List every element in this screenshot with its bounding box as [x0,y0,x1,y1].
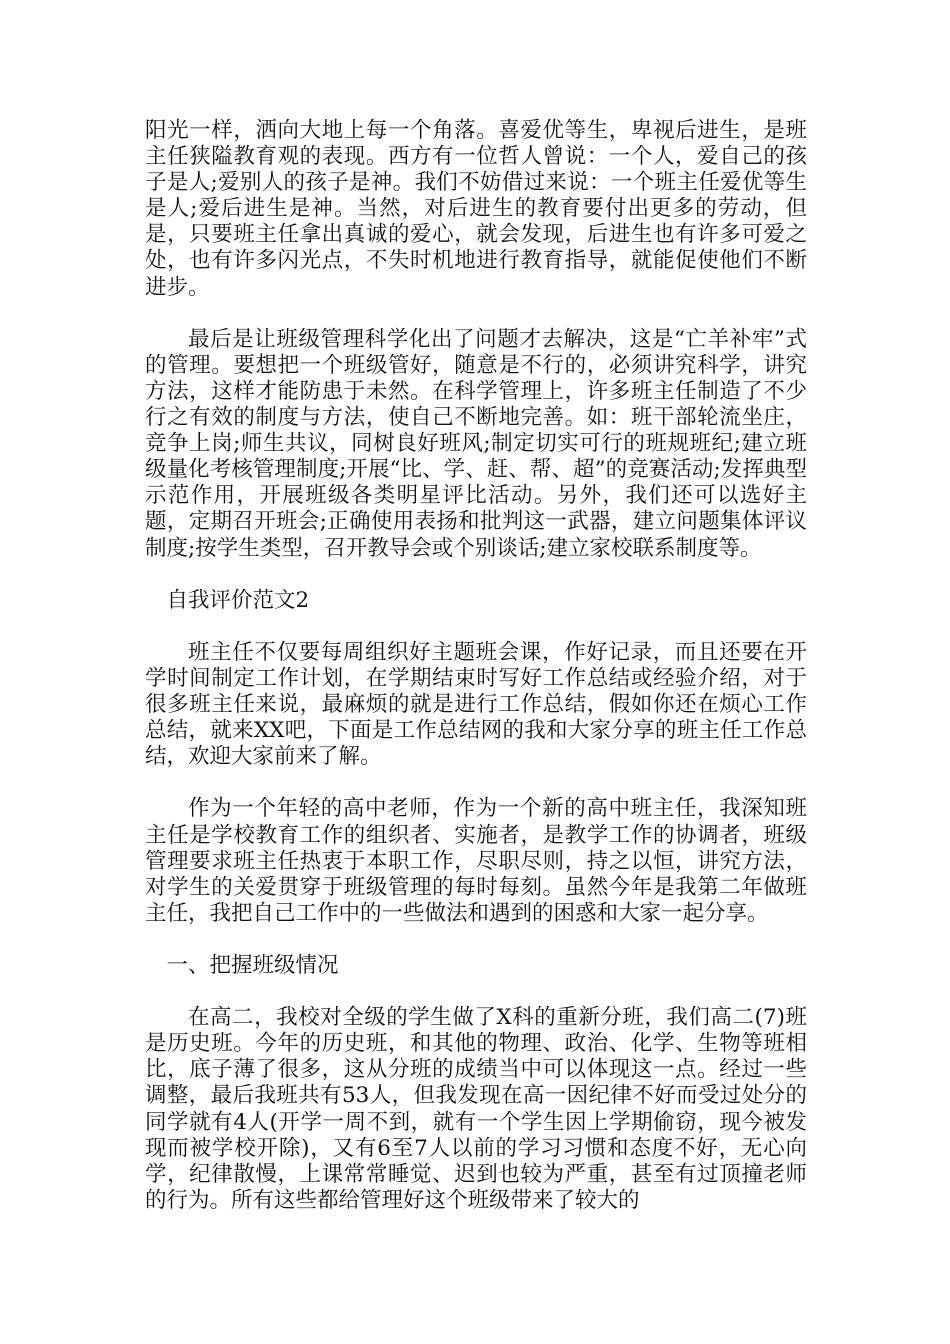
document-page [145,118,807,1240]
section-heading-sample-2: 自我评价范文2 [166,587,310,613]
paragraph-class-situation: 在高二，我校对全级的学生做了X科的重新分班，我们高二(7)班是历史班。今年的历史班，和其他的物理、政治、化学、生物等班相比，底子薄了很多，这从分班的成绩当中可以体现这一点。经过一些调整，最后我班共有53人，但我发现在高一因纪律不好而受过处分的同学就有4人(开学一周不到，就有一个学生因上学期偷窃，现今被发现而被学校开除)，又有6至7人以前的学习习惯和态度不好，无心向学，纪律散慢，上课常常睡觉、迟到也较为严重，甚至有过顶撞老师的行为。所有这些都给管理好这个班级带来了较大的 [145,1005,807,1213]
section-heading-class-situation: 一、把握班级情况 [166,953,339,978]
paragraph-scientific-management: 最后是让班级管理科学化出了问题才去解决，这是“亡羊补牢”式的管理。要想把一个班级管好，随意是不行的，必须讲究科学，讲究方法，这样才能防患于未然。在科学管理上，许多班主任制造了不少行之有效的制度与方法，使自己不断地完善。如：班干部轮流坐庄，竞争上岗;师生共议，同树良好班风;制定切实可行的班规班纪;建立班级量化考核管理制度;开展“比、学、赶、帮、超”的竞赛活动;发挥典型示范作用，开展班级各类明星评比活动。另外，我们还可以选好主题，定期召开班会;正确使用表扬和批判这一武器，建立问题集体评议制度;按学生类型，召开教导会或个别谈话;建立家校联系制度等。 [145,326,807,561]
paragraph-continuation: 阳光一样，洒向大地上每一个角落。喜爱优等生，卑视后进生，是班主任狭隘教育观的表现。西方有一位哲人曾说：一个人，爱自己的孩子是人;爱别人的孩子是神。我们不妨借过来说：一个班主任爱优等生是人;爱后进生是神。当然，对后进生的教育要付出更多的劳动，但是，只要班主任拿出真诚的爱心，就会发现，后进生也有许多可爱之处，也有许多闪光点，不失时机地进行教育指导，就能促使他们不断进步。 [145,118,807,300]
paragraph-intro: 班主任不仅要每周组织好主题班会课，作好记录，而且还要在开学时间制定工作计划，在学期结束时写好工作总结或经验介绍，对于很多班主任来说，最麻烦的就是进行工作总结，假如你还在烦心工作总结，就来XX吧，下面是工作总结网的我和大家分享的班主任工作总结，欢迎大家前来了解。 [145,639,807,770]
paragraph-role: 作为一个年轻的高中老师，作为一个新的高中班主任，我深知班主任是学校教育工作的组织者、实施者，是教学工作的协调者，班级管理要求班主任热衷于本职工作，尽职尽则，持之以恒，讲究方法，对学生的关爱贯穿于班级管理的每时每刻。虽然今年是我第二年做班主任，我把自己工作中的一些做法和遇到的困惑和大家一起分享。 [145,796,807,926]
